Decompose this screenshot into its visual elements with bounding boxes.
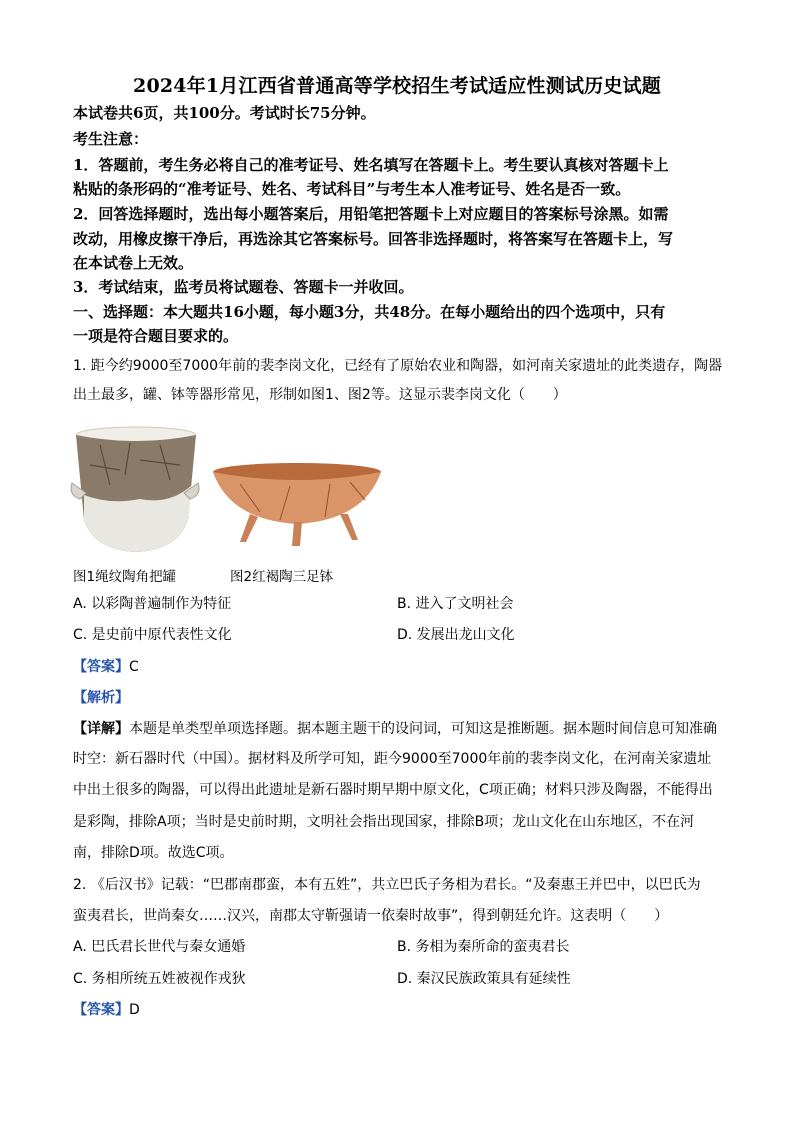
q1-detail-line4: 是彩陶，排除A项；当时是史前时期，文明社会指出现国家，排除B项；龙山文化在山东地区，不在河 (73, 814, 695, 830)
detail-tag: 【详解】 (73, 721, 129, 737)
analysis-tag: 【解析】 (73, 690, 129, 706)
notice-2-line3: 在本试卷上无效。 (73, 254, 194, 272)
q1-option-c[interactable]: C. 是史前中原代表性文化 (73, 627, 232, 643)
q1-option-b[interactable]: B. 进入了文明社会 (397, 596, 514, 612)
q1-stem-line1: 1. 距今约9000至7000年前的裴李岗文化，已经有了原始农业和陶器，如河南关家遗址的此类遗存，陶器 (73, 358, 723, 374)
exam-meta: 本试卷共6页，共100分。考试时长75分钟。 (73, 104, 376, 122)
notice-heading: 考生注意： (73, 130, 149, 148)
answer-value: D (129, 1002, 140, 1018)
figure-2-caption: 图2红褐陶三足钵 (230, 569, 334, 585)
q1-detail-line5: 南，排除D项。故选C项。 (73, 845, 234, 861)
q1-detail-line1 (73, 717, 723, 741)
notice-1-line2: 粘贴的条形码的“准考证号、姓名、考试科目”与考生本人准考证号、姓名是否一致。 (73, 180, 631, 198)
answer-tag: 【答案】 (73, 1002, 129, 1018)
q2-answer (73, 999, 140, 1021)
section-heading-line1: 一、选择题：本大题共16小题，每小题3分，共48分。在每小题给出的四个选项中，只有 (73, 303, 666, 321)
section-heading-line2: 一项是符合题目要求的。 (73, 327, 239, 345)
q1-analysis-tag (73, 687, 129, 709)
q2-stem-line2: 蛮夷君长，世尚秦女……汉兴，南郡太守靳强请一依秦时故事”，得到朝廷允许。这表明（ ） (73, 908, 669, 924)
q1-detail-line3: 中出土很多的陶器，可以得出此遗址是新石器时期早期中原文化，C项正确；材料只涉及陶器，不能得出 (73, 782, 713, 798)
notice-2-line1: 2．回答选择题时，选出每小题答案后，用铅笔把答题卡上对应题目的答案标号涂黑。如需 (73, 205, 669, 223)
q1-option-a[interactable]: A. 以彩陶普遍制作为特征 (73, 596, 232, 612)
q2-option-c[interactable]: C. 务相所统五姓被视作戎狄 (73, 971, 246, 987)
q1-answer (73, 656, 139, 678)
answer-value: C (129, 659, 139, 675)
q2-option-b[interactable]: B. 务相为秦所命的蛮夷君长 (397, 939, 570, 955)
q1-detail-line2: 时空：新石器时代（中国）。据材料及所学可知，距今9000至7000年前的裴李岗文化，在河南关家遗址 (73, 751, 712, 767)
answer-tag: 【答案】 (73, 659, 129, 675)
notice-1-line1: 1．答题前，考生务必将自己的准考证号、姓名填写在答题卡上。考生要认真核对答题卡上 (73, 156, 669, 174)
page-title: 2024年1月江西省普通高等学校招生考试适应性测试历史试题 (133, 75, 661, 97)
notice-3: 3．考试结束，监考员将试题卷、答题卡一并收回。 (73, 278, 414, 296)
q1-stem-line2: 出土最多，罐、钵等器形常见，形制如图1、图2等。这显示裴李岗文化（ ） (73, 387, 567, 403)
q2-option-a[interactable]: A. 巴氏君长世代与秦女通婚 (73, 939, 246, 955)
notice-2-line2: 改动，用橡皮擦干净后，再选涂其它答案标号。回答非选择题时，将答案写在答题卡上，写 (73, 230, 674, 248)
figure-1-pottery-jar (70, 425, 200, 560)
q1-option-d[interactable]: D. 发展出龙山文化 (397, 627, 515, 643)
figure-1-caption: 图1绳纹陶角把罐 (73, 569, 177, 585)
figure-2-tripod-bowl (210, 462, 385, 547)
detail-text-1: 本题是单类型单项选择题。据本题主题干的设问词，可知这是推断题。据本题时间信息可知准确 (129, 721, 717, 737)
q2-stem-line1: 2. 《后汉书》记载：“巴郡南郡蛮，本有五姓”，共立巴氏子务相为君长。“及秦惠王并巴中，以巴氏为 (73, 877, 701, 893)
q2-option-d[interactable]: D. 秦汉民族政策具有延续性 (397, 971, 571, 987)
